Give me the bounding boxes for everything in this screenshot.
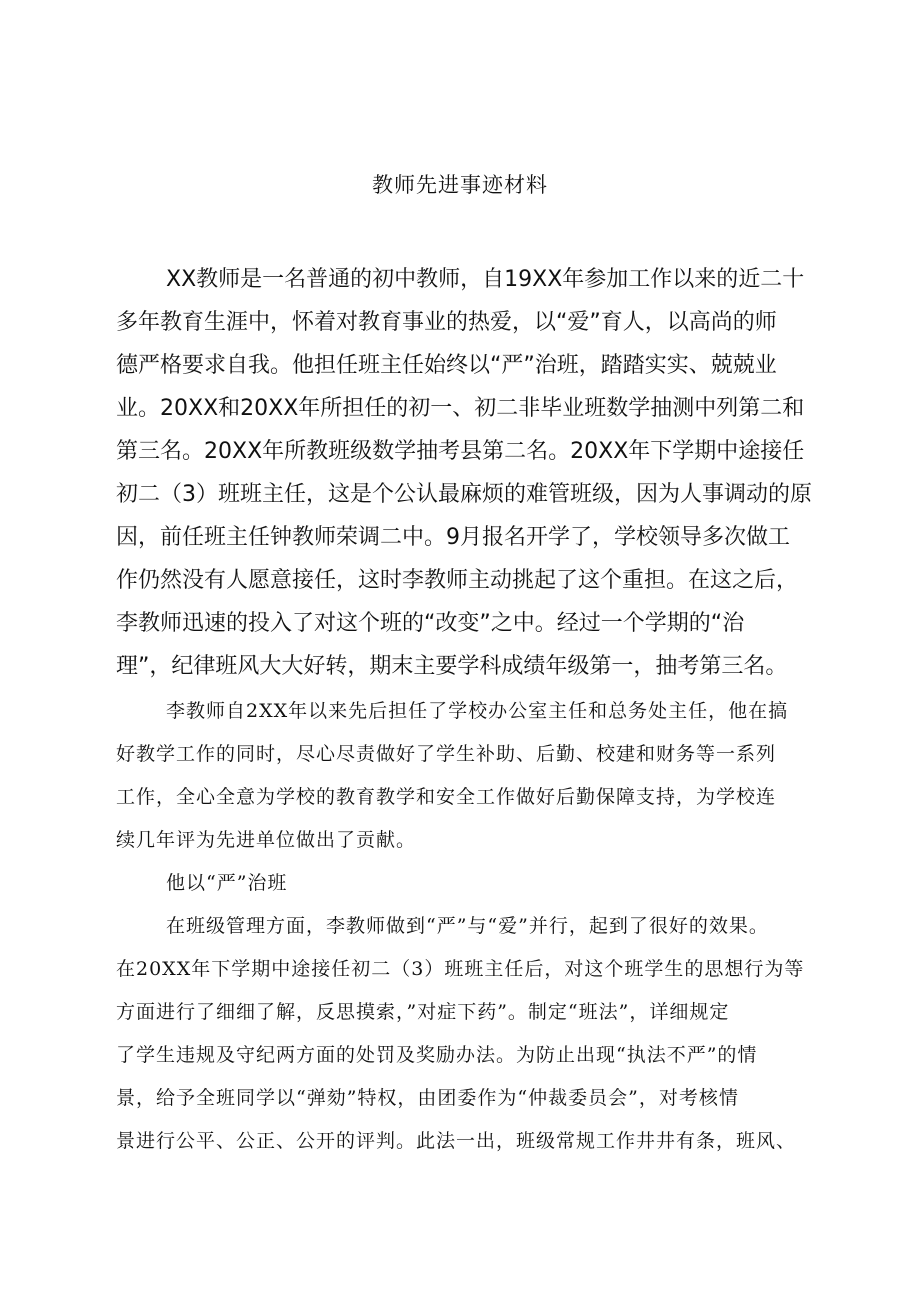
body-line: 景，给予全班同学以“弹劾”特权，由团委作为“仲裁委员会”，对考核情	[116, 1087, 739, 1109]
intro-line: 因，前任班主任钟教师荣调二中。9月报名开学了，学校领导多次做工	[116, 525, 790, 550]
body-line: 工作，全心全意为学校的教育教学和安全工作做好后勤保障支持，为学校连	[116, 786, 777, 808]
body-line: 在20XX年下学期中途接任初二（3）班班主任后，对这个班学生的思想行为等	[116, 958, 805, 980]
intro-line: 作仍然没有人愿意接任，这时李教师主动挑起了这个重担。在这之后，	[116, 568, 799, 593]
intro-line: 多年教育生涯中，怀着对教育事业的热爱，以“爱”育人，以高尚的师	[116, 310, 777, 335]
section-heading: 他以“严”治班	[166, 872, 288, 894]
intro-line: 德严格要求自我。他担任班主任始终以“严”治班，踏踏实实、兢兢业	[116, 353, 777, 378]
intro-paragraph	[116, 258, 828, 688]
intro-line: 业。20XX和20XX年所担任的初一、初二非毕业班数学抽测中列第二和	[116, 396, 805, 421]
body-line: 了学生违规及守纪两方面的处罚及奖励办法。为防止出现“执法不严”的情	[116, 1044, 758, 1066]
intro-line: 李教师迅速的投入了对这个班的“改变”之中。经过一个学期的“治	[116, 611, 745, 636]
body-line: 好教学工作的同时，尽心尽责做好了学生补助、后勤、校建和财务等一系列	[116, 743, 777, 765]
body-line: 方面进行了细细了解，反思摸索，”对症下药”。制定“班法”，详细规定	[116, 1001, 730, 1023]
body-line: 续几年评为先进单位做出了贡献。	[116, 829, 417, 851]
body-line: 李教师自2XX年以来先后担任了学校办公室主任和总务处主任，他在搞	[166, 700, 789, 722]
intro-line: XX教师是一名普通的初中教师，自19XX年参加工作以来的近二十	[166, 267, 805, 292]
intro-line: 第三名。20XX年所教班级数学抽考县第二名。20XX年下学期中途接任	[116, 439, 805, 464]
document-title: 教师先进事迹材料	[372, 173, 548, 197]
body-line: 在班级管理方面，李教师做到“严”与“爱”并行，起到了很好的效果。	[166, 915, 769, 937]
intro-line: 初二（3）班班主任，这是个公认最麻烦的难管班级，因为人事调动的原	[116, 482, 812, 507]
body-line: 景进行公平、公正、公开的评判。此法一出，班级常规工作井井有条，班风、	[116, 1130, 797, 1152]
body-section	[116, 690, 828, 1163]
intro-line: 理”，纪律班风大大好转，期末主要学科成绩年级第一，抽考第三名。	[116, 654, 788, 679]
